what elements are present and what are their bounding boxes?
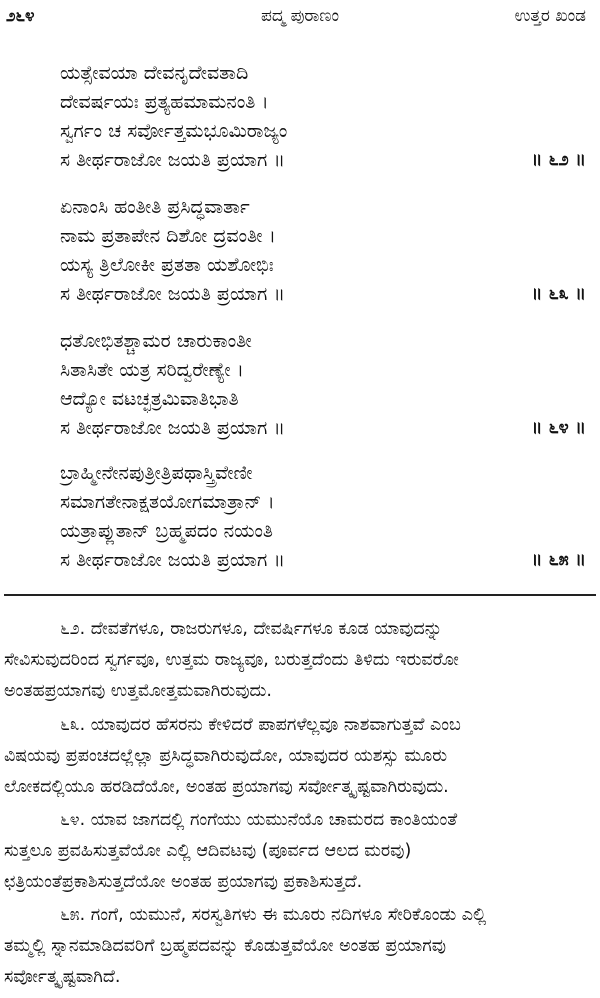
verse-line: ಯತ್ಸೇವಯಾ ದೇವನೃದೇವತಾದಿ [60,62,249,84]
section-title: ಉತ್ತರ ಖಂಡ [514,6,586,26]
verse-line: ಏನಾಂಸಿ ಹಂತೀತಿ ಪ್ರಸಿದ್ಧವಾರ್ತಾ [60,196,250,218]
paragraph-line: ಸುತ್ತಲೂ ಪ್ರವಹಿಸುತ್ತವೆಯೋ ಎಲ್ಲಿ ಆದಿವಟವು (ಪೂರ್ವದ ಆಲದ ಮರವು) [4,841,412,861]
commentary-paragraph [4,805,594,898]
verse-line: ಆದ್ಯೋ ವಟಚ್ಛತ್ರಮಿವಾತಿಭಾತಿ [60,388,239,410]
commentary-paragraph [4,710,594,803]
verse-line: ಯತ್ರಾಪ್ಲುತಾನ್ ಬ್ರಹ್ಮಪದಂ ನಯಂತಿ [60,520,273,542]
paragraph-line: ೬೨. ದೇವತೆಗಳೂ, ರಾಜರುಗಳೂ, ದೇವರ್ಷಿಗಳೂ ಕೂಡ ಯಾವುದನ್ನು [60,619,443,639]
page-number: ೨೬೪ [6,6,35,26]
paragraph-line: ಸರ್ವೋತ್ಕೃಷ್ಟವಾಗಿದೆ. [4,967,121,987]
verse-number: ॥ ೬೫ ॥ [531,549,586,570]
paragraph-line: ೬೫. ಗಂಗೆ, ಯಮುನೆ, ಸರಸ್ವತಿಗಳು ಈ ಮೂರು ನದಿಗಳೂ ಸೇರಿಕೊಂಡು ಎಲ್ಲಿ [60,905,487,925]
paragraph-line: ಸೇವಿಸುವುದರಿಂದ ಸ್ವರ್ಗವೂ, ಉತ್ತಮ ರಾಜ್ಯವೂ, ಬರುತ್ತದೆಂದು ತಿಳಿದು ಇರುವರೋ [4,650,459,670]
verse-line: ಸ ತೀರ್ಥರಾಜೋ ಜಯತಿ ಪ್ರಯಾಗ ॥ [60,417,285,439]
paragraph-line: ಛತ್ರಿಯಂತೆಪ್ರಕಾಶಿಸುತ್ತದೆಯೋ ಅಂತಹ ಪ್ರಯಾಗವು ಪ್ರಕಾಶಿಸುತ್ತದೆ. [4,872,363,892]
paragraph-line: ತಮ್ಮಲ್ಲಿ ಸ್ನಾನಮಾಡಿದವರಿಗೆ ಬ್ರಹ್ಮಪದವನ್ನು ಕೊಡುತ್ತವೆಯೋ ಅಂತಹ ಪ್ರಯಾಗವು [4,936,446,956]
verse-line: ಸ ತೀರ್ಥರಾಜೋ ಜಯತಿ ಪ್ರಯಾಗ ॥ [60,549,285,571]
section-divider [4,594,596,596]
verse-line: ಬ್ರಾಹ್ಮೀನೇನಪುತ್ರೀತ್ರಿಪಥಾಸ್ತ್ರಿವೇಣೀ [60,462,253,484]
book-title: ಪದ್ಮ ಪುರಾಣಂ [260,6,339,26]
paragraph-line: ೬೩. ಯಾವುದರ ಹೆಸರನು ಕೇಳಿದರೆ ಪಾಪಗಳೆಲ್ಲವೂ ನಾಶವಾಗುತ್ತವೆ ಎಂಬ [60,715,461,735]
verse-line: ಧತೋಭಿತಶ್ಚಾಮರ ಚಾರುಕಾಂತೀ [60,330,252,352]
verse-line: ಸ ತೀರ್ಥರಾಜೋ ಜಯತಿ ಪ್ರಯಾಗ ॥ [60,283,285,305]
verse-line: ದೇವರ್ಷಯಃ ಪ್ರತ್ಯಹಮಾಮನಂತಿ । [60,91,269,113]
verse-line: ಸ ತೀರ್ಥರಾಜೋ ಜಯತಿ ಪ್ರಯಾಗ ॥ [60,149,285,171]
verse-number: ॥ ೬೪ ॥ [531,417,586,438]
verse-line: ಸಿತಾಸಿತೇ ಯತ್ರ ಸರಿದ್ವರೇಣ್ಯೇ । [60,359,244,381]
verse-line: ಯಸ್ಯ ತ್ರಿಲೋಕೀ ಪ್ರತತಾ ಯಶೋಭಿಃ [60,254,274,276]
verse-line: ನಾಮ ಪ್ರತಾಪೇನ ದಿಶೋ ದ್ರವಂತೀ । [60,225,276,247]
paragraph-line: ೬೪. ಯಾವ ಜಾಗದಲ್ಲಿ ಗಂಗೆಯು ಯಮುನೆಯೊ ಚಾಮರದ ಕಾಂತಿಯಂತೆ [60,810,458,830]
commentary-paragraph [4,614,594,707]
verse-number: ॥ ೬೨ ॥ [531,149,586,170]
commentary-paragraph [4,900,594,993]
paragraph-line: ವಿಷಯವು ಪ್ರಪಂಚದಲ್ಲೆಲ್ಲಾ ಪ್ರಸಿದ್ಧವಾಗಿರುವುದೋ, ಯಾವುದರ ಯಶಸ್ಸು ಮೂರು [4,746,448,766]
paragraph-line: ಲೋಕದಲ್ಲಿಯೂ ಹರಡಿದೆಯೋ, ಅಂತಹ ಪ್ರಯಾಗವು ಸರ್ವೋತ್ಕೃಷ್ಟವಾಗಿರುವುದು. [4,777,449,797]
paragraph-line: ಅಂತಹಪ್ರಯಾಗವು ಉತ್ತಮೋತ್ತಮವಾಗಿರುವುದು. [4,681,272,701]
verse-line: ಸ್ವರ್ಗಂ ಚ ಸರ್ವೋತ್ತಮಭೂಮಿರಾಜ್ಯಂ [60,120,288,142]
verse-line: ಸಮಾಗತೇನಾಕ್ಷತಯೋಗಮಾತ್ರಾನ್ । [60,491,275,513]
page-header [0,4,600,34]
verse-number: ॥ ೬೩ ॥ [531,283,586,304]
